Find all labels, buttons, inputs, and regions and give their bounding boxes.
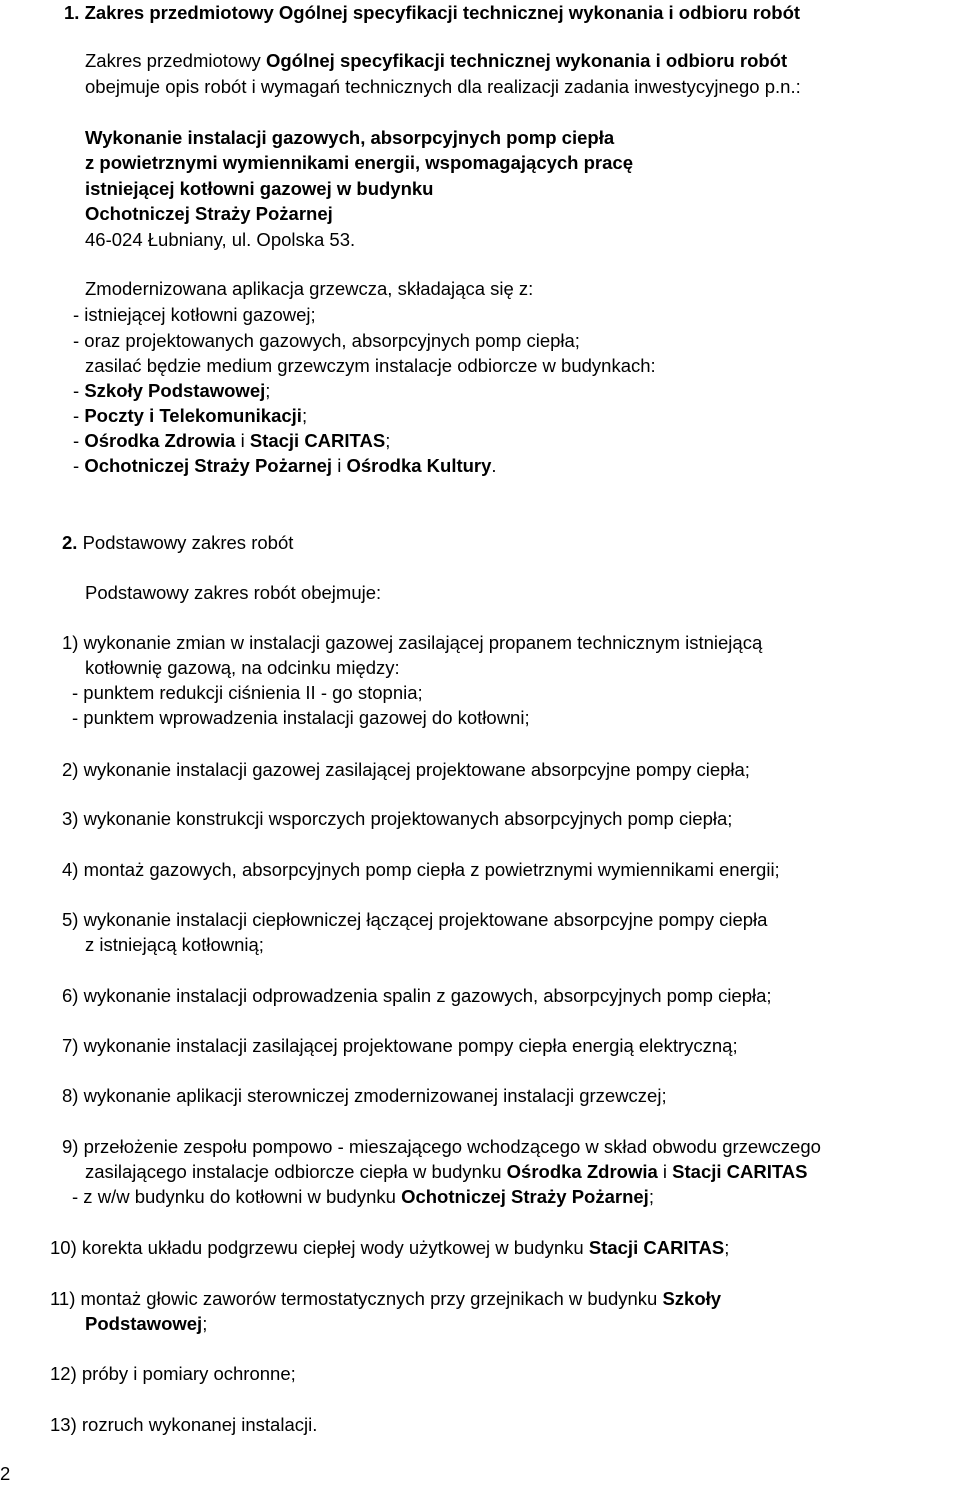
text-run: ; xyxy=(648,1186,654,1207)
list-item xyxy=(62,859,780,881)
list-item xyxy=(50,1414,317,1436)
text-run: 12) próby i pomiary ochronne; xyxy=(50,1363,296,1384)
text-run: Ogólnej specyfikacji technicznej wykonania i odbioru robót xyxy=(265,50,788,71)
text-run: - xyxy=(73,430,85,451)
text-run: 2) wykonanie instalacji gazowej zasilającej projektowane absorpcyjne pompy ciepła; xyxy=(62,759,750,780)
list-item xyxy=(50,1237,729,1259)
text-run: - xyxy=(73,455,85,476)
text-run: 7) wykonanie instalacji zasilającej projektowane pompy ciepła energią elektryczną; xyxy=(62,1035,738,1056)
description-line xyxy=(85,278,533,300)
text-run: Podstawowej xyxy=(85,1313,203,1334)
text-run: zasilać będzie medium grzewczym instalacje odbiorcze w budynkach: xyxy=(85,355,656,376)
list-item xyxy=(62,985,772,1007)
text-run: Zakres przedmiotowy xyxy=(85,50,266,71)
text-run: 5) wykonanie instalacji ciepłowniczej łączącej projektowane absorpcyjne pompy ciepła xyxy=(62,909,768,930)
text-run: Ochotniczej Straży Pożarnej xyxy=(85,203,333,224)
text-run: ; xyxy=(724,1237,730,1258)
intro-line xyxy=(85,76,801,98)
text-run: 10) korekta układu podgrzewu ciepłej wody użytkowej w budynku xyxy=(50,1237,589,1258)
intro-line xyxy=(85,50,787,72)
text-run: Ochotniczej Straży Pożarnej xyxy=(84,455,333,476)
section-2-heading xyxy=(62,532,293,554)
text-run: ; xyxy=(301,405,308,426)
text-run: 1) wykonanie zmian w instalacji gazowej zasilającej propanem technicznym istniejącą xyxy=(62,632,763,653)
text-run: 4) montaż gazowych, absorpcyjnych pomp ciepła z powietrznymi wymiennikami energii; xyxy=(62,859,780,880)
text-run: z powietrznymi wymiennikami energii, wspomagających pracę xyxy=(85,152,633,173)
text-run: Stacji CARITAS xyxy=(249,430,386,451)
description-line xyxy=(73,304,316,326)
description-line xyxy=(73,380,270,402)
list-item-continuation xyxy=(85,934,264,956)
text-run: - xyxy=(73,380,85,401)
text-run: i xyxy=(657,1161,673,1182)
project-title-line xyxy=(85,203,333,225)
text-run: - istniejącej kotłowni gazowej; xyxy=(73,304,316,325)
description-line xyxy=(73,405,307,427)
text-run: Stacji CARITAS xyxy=(672,1161,808,1182)
text-run: i xyxy=(235,430,250,451)
list-item xyxy=(62,1035,738,1057)
section-2-title: Podstawowy zakres robót xyxy=(82,532,294,553)
list-item xyxy=(50,1363,296,1385)
list-item xyxy=(62,1136,821,1158)
text-run: ; xyxy=(202,1313,208,1334)
text-run: istniejącej kotłowni gazowej w budynku xyxy=(85,178,434,199)
description-line xyxy=(73,455,497,477)
text-run: z istniejącą kotłownią; xyxy=(85,934,264,955)
text-run: - oraz projektowanych gazowych, absorpcyjnych pomp ciepła; xyxy=(73,330,580,351)
project-title-line xyxy=(85,127,614,149)
text-run: - punktem wprowadzenia instalacji gazowej do kotłowni; xyxy=(72,707,530,728)
text-run: ; xyxy=(265,380,271,401)
text-run: 46-024 Łubniany, ul. Opolska 53. xyxy=(85,229,356,250)
text-run: Ośrodka Kultury xyxy=(346,455,492,476)
project-title-line xyxy=(85,229,355,251)
page-number: 2 xyxy=(0,1463,11,1484)
text-run: 8) wykonanie aplikacji sterowniczej zmodernizowanej instalacji grzewczej; xyxy=(62,1085,667,1106)
text-run: zasilającego instalacje odbiorcze ciepła w budynku xyxy=(85,1161,507,1182)
text-run: Szkoły xyxy=(662,1288,722,1309)
text-run: Ośrodka Zdrowia xyxy=(506,1161,658,1182)
text-run: Poczty i Telekomunikacji xyxy=(84,405,302,426)
text-run: 3) wykonanie konstrukcji wsporczych projektowanych absorpcyjnych pomp ciepła; xyxy=(62,808,733,829)
list-item-continuation xyxy=(72,1186,654,1208)
text-run: 11) montaż głowic zaworów termostatycznych przy grzejnikach w budynku xyxy=(50,1288,663,1309)
text-run: 6) wykonanie instalacji odprowadzenia spalin z gazowych, absorpcyjnych pomp ciepła; xyxy=(62,985,772,1006)
list-item-continuation xyxy=(85,1161,808,1183)
text-run: Ochotniczej Straży Pożarnej xyxy=(401,1186,649,1207)
text-run: 13) rozruch wykonanej instalacji. xyxy=(50,1414,318,1435)
list-item xyxy=(62,632,762,654)
text-run: Zmodernizowana aplikacja grzewcza, składająca się z: xyxy=(85,278,534,299)
list-item-continuation xyxy=(85,1313,207,1335)
text-run: obejmuje opis robót i wymagań technicznych dla realizacji zadania inwestycyjnego p.n.: xyxy=(85,76,801,97)
list-item xyxy=(50,1288,721,1310)
description-line xyxy=(73,330,580,352)
text-run: Wykonanie instalacji gazowych, absorpcyjnych pomp ciepła xyxy=(85,127,615,148)
text-run: Stacji CARITAS xyxy=(588,1237,725,1258)
text-run: ; xyxy=(385,430,391,451)
text-run: . xyxy=(491,455,497,476)
section-2-intro: Podstawowy zakres robót obejmuje: xyxy=(85,582,382,603)
text-run: i xyxy=(332,455,347,476)
text-run: kotłownię gazową, na odcinku między: xyxy=(85,657,400,678)
project-title-line xyxy=(85,152,633,174)
description-line xyxy=(85,355,656,377)
section-1-heading: 1. Zakres przedmiotowy Ogólnej specyfikacji technicznej wykonania i odbioru robót xyxy=(64,2,801,23)
list-item xyxy=(62,1085,667,1107)
description-line xyxy=(73,430,390,452)
project-title-line xyxy=(85,178,433,200)
text-run: - punktem redukcji ciśnienia II - go stopnia; xyxy=(72,682,423,703)
text-run: Szkoły Podstawowej xyxy=(84,380,266,401)
text-run: - xyxy=(73,405,85,426)
list-item-continuation xyxy=(72,707,530,729)
text-run: Ośrodka Zdrowia xyxy=(84,430,236,451)
section-2-number: 2. xyxy=(62,532,78,553)
list-item-continuation xyxy=(72,682,423,704)
list-item xyxy=(62,909,767,931)
text-run: 9) przełożenie zespołu pompowo - mieszającego wchodzącego w skład obwodu grzewczego xyxy=(62,1136,821,1157)
list-item xyxy=(62,808,732,830)
text-run: - z w/w budynku do kotłowni w budynku xyxy=(72,1186,402,1207)
list-item-continuation xyxy=(85,657,400,679)
list-item xyxy=(62,759,750,781)
